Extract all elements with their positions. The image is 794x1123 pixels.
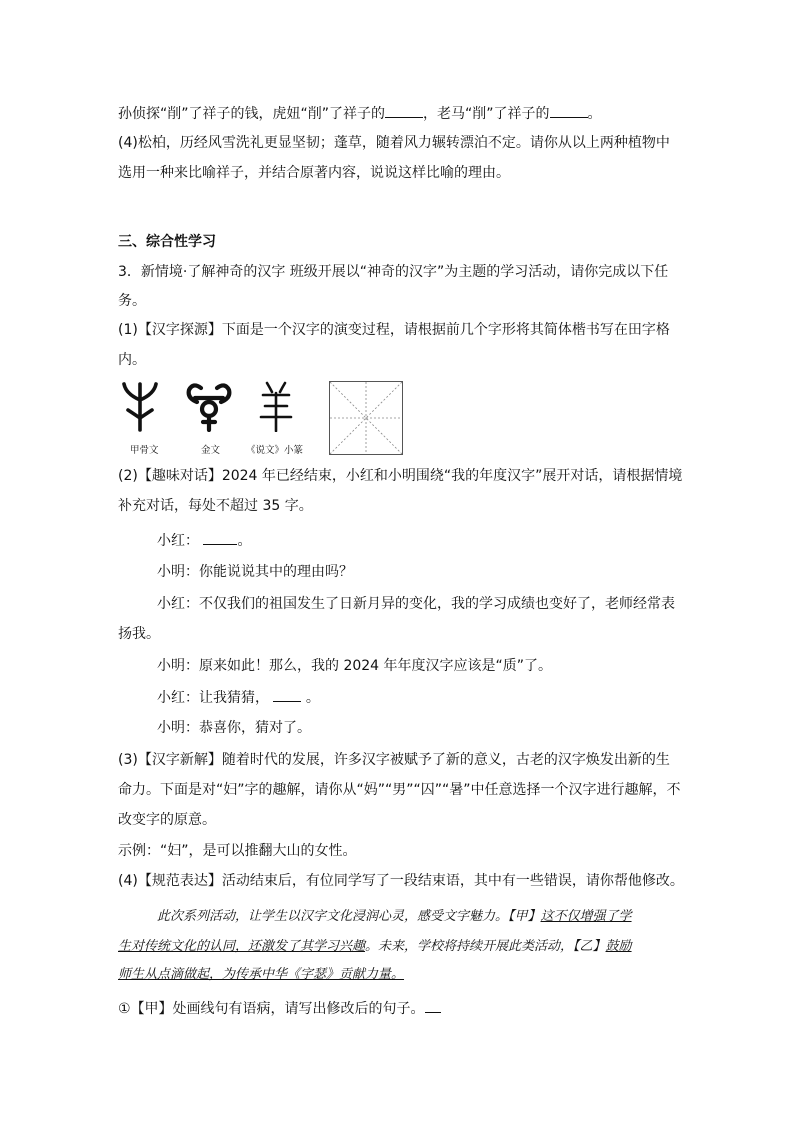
dialog-line-1 (157, 530, 251, 551)
q2-line1-text-b: ，老马“削”了祥子的 (423, 106, 550, 122)
dialog-line-2: 小明：你能说说其中的理由吗？ (157, 564, 353, 580)
dialog-5-end: 。 (305, 690, 320, 706)
q2-part4-line1: (4)松柏，历经风雪洗礼更显坚韧；蓬草，随着风力辗转漂泊不定。请你从以上两种植物中 (118, 135, 670, 151)
dialog-1-speaker: 小红： (157, 533, 199, 549)
bronze-glyph-icon (185, 380, 233, 432)
caption-oracle-bone: 甲骨文 (130, 445, 159, 456)
q2-part4-line2: 选用一种来比喻祥子，并结合原著内容，说说这样比喻的理由。 (118, 165, 510, 181)
q3-line2: 务。 (118, 293, 146, 309)
passage-underlined-jia-1: 这不仅增强了学 (540, 909, 632, 924)
sub1-text: ①【甲】处画线句有语病，请写出修改后的句子。 (118, 1001, 425, 1017)
dialog-1-end: 。 (237, 533, 252, 549)
p3-line3: 改变字的原意。 (118, 812, 216, 828)
p3-example: 示例：“妇”，是可以推翻大山的女性。 (118, 843, 357, 859)
sub-question-1 (118, 998, 441, 1019)
dialog-line-4: 小明：原来如此！那么，我的 2024 年年度汉字应该是“质”了。 (157, 658, 553, 674)
passage-line-2 (118, 935, 632, 954)
passage-2-text: 。未来，学校将持续开展此类活动，【乙】 (365, 939, 606, 954)
sub1-answer-blank[interactable] (425, 998, 441, 1013)
p4-line1: (4)【规范表达】活动结束后，有位同学写了一段结束语，其中有一些错误，请你帮他修改。 (118, 873, 684, 889)
q2-line1-text-a: 孙侦探“削”了祥子的钱，虎妞“削”了祥子的 (118, 106, 386, 122)
section-title: 三、综合性学习 (118, 234, 216, 250)
p3-line2: 命力。下面是对“妇”字的趣解，请你从“妈”“男”“囚”“暑”中任意选择一个汉字进行趣解，不 (118, 782, 681, 798)
p2-line2: 补充对话，每处不超过 35 字。 (118, 498, 313, 514)
passage-line-1 (157, 905, 632, 924)
passage-underlined-jia-2: 生对传统文化的认同，还激发了其学习兴趣 (118, 939, 366, 954)
p1-line1: (1)【汉字探源】下面是一个汉字的演变过程，请根据前几个字形将其简体楷书写在田字格 (118, 322, 670, 338)
seal-script-glyph-icon (258, 380, 294, 432)
q2-line-1 (118, 103, 602, 124)
answer-blank-1[interactable] (385, 103, 423, 118)
passage-line-3 (118, 963, 404, 982)
dialog-line-5 (157, 687, 320, 708)
dialog-blank-2[interactable] (273, 687, 301, 702)
dialog-line-3a: 小红：不仅我们的祖国发生了日新月异的变化，我的学习成绩也变好了，老师经常表 (157, 596, 675, 612)
dialog-blank-1[interactable] (203, 530, 237, 545)
caption-seal-script: 《说文》小篆 (246, 445, 304, 456)
p1-line2: 内。 (118, 352, 146, 368)
answer-blank-2[interactable] (550, 103, 588, 118)
q3-line1: 3．新情境·了解神奇的汉字 班级开展以“神奇的汉字”为主题的学习活动，请你完成以下任 (118, 264, 669, 280)
dialog-line-6: 小明：恭喜你，猜对了。 (157, 720, 311, 736)
grid-guide-lines (330, 382, 402, 454)
q2-line1-text-c: 。 (587, 106, 602, 122)
passage-underlined-yi-2: 师生从点滴做起，为传承中华《字瑟》贡献力量。 (118, 967, 405, 982)
caption-bronze: 金文 (201, 445, 221, 456)
passage-underlined-yi-1: 鼓励 (605, 939, 632, 954)
p3-line1: (3)【汉字新解】随着时代的发展，许多汉字被赋予了新的意义，古老的汉字焕发出新的生 (118, 752, 670, 768)
dialog-5-text: 小红：让我猜猜， (157, 690, 269, 706)
p2-line1: (2)【趣味对话】2024 年已经结束，小红和小明围绕“我的年度汉字”展开对话，请根据情境 (118, 468, 683, 484)
oracle-bone-glyph-icon (120, 380, 160, 432)
passage-1-text: 此次系列活动，让学生以汉字文化浸润心灵，感受文字魅力。【甲】 (157, 909, 541, 924)
tianzige-writing-grid[interactable] (329, 381, 403, 455)
dialog-line-3b: 扬我。 (118, 626, 160, 642)
